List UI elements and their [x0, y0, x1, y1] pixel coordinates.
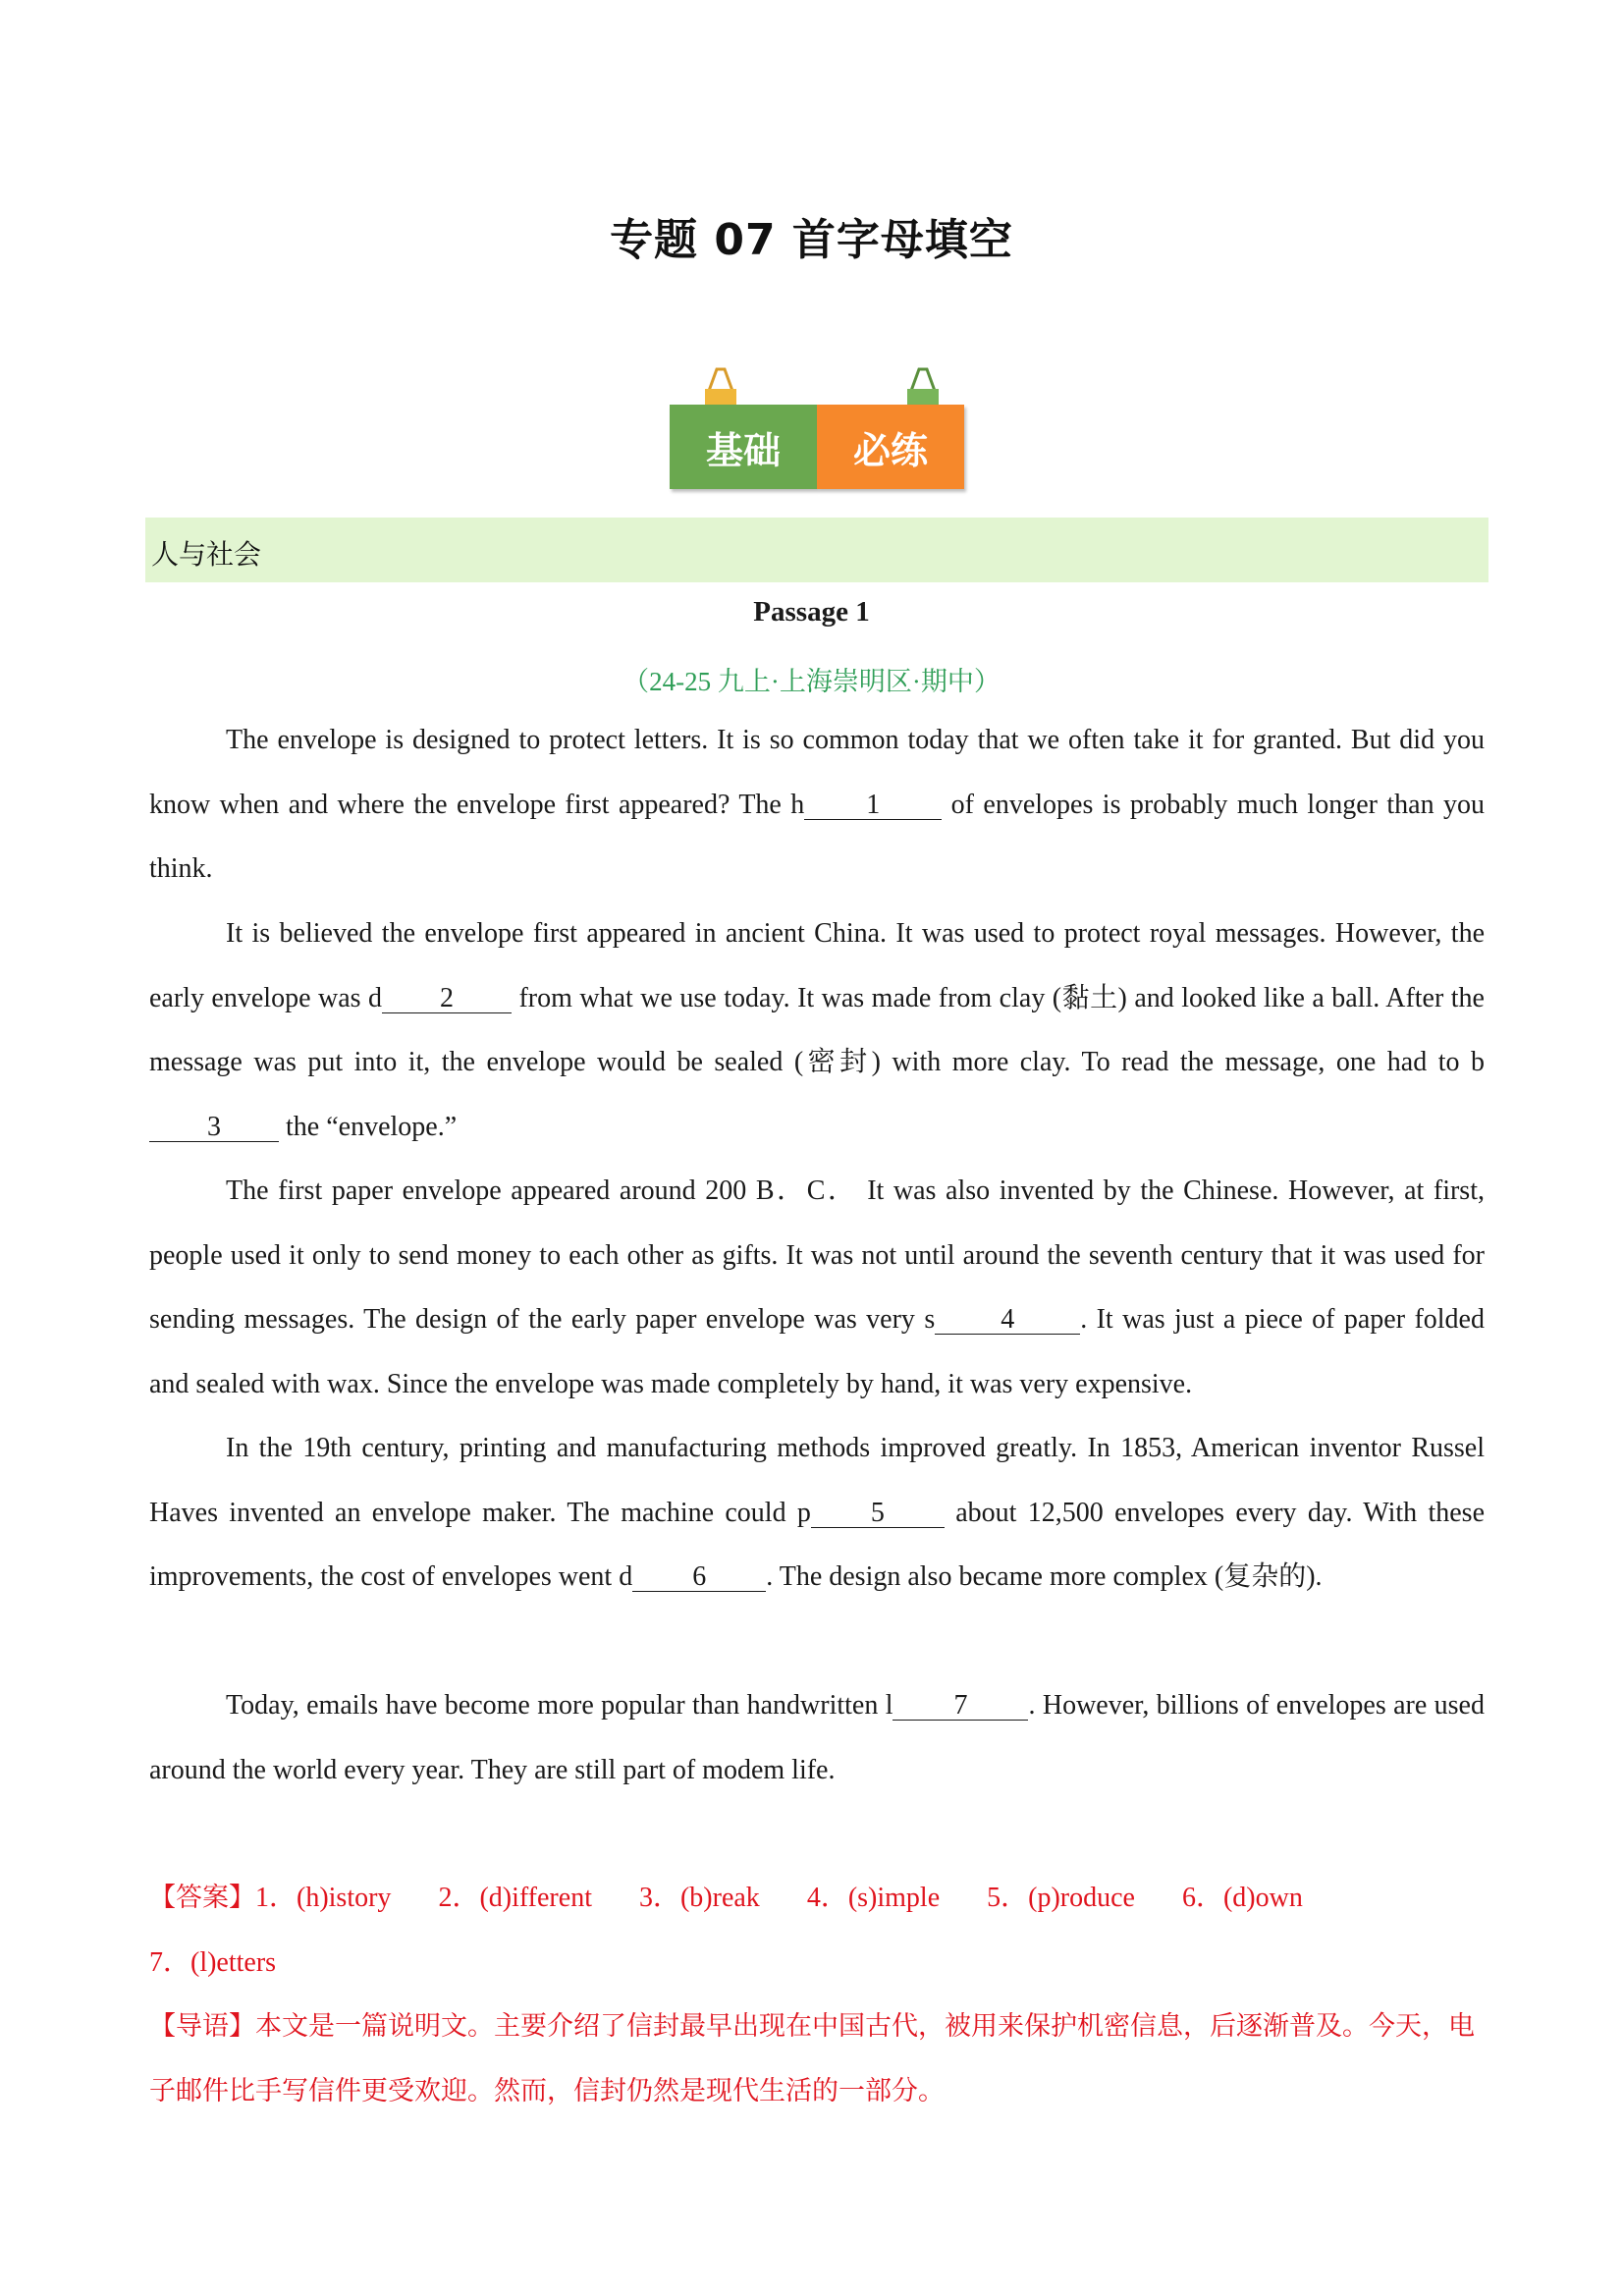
guide-label: 【导语】: [149, 2011, 255, 2042]
section-header: [145, 518, 1488, 582]
blank-1[interactable]: 1: [804, 792, 942, 820]
blank-7[interactable]: 7: [893, 1692, 1028, 1721]
section-title: 人与社会: [151, 538, 262, 571]
paragraph-5: Today, emails have become more popular than handwritten l 7 . However, billions of envelopes are used around the world every year. They are still part of modem life.: [149, 1690, 1485, 1785]
answer-item: 2．(d)ifferent: [438, 1883, 592, 1913]
passage-source: （24-25 九上·上海崇明区·期中）: [622, 667, 1001, 696]
answer-item: 7．(l)etters: [149, 1946, 277, 1978]
paragraph-3: The first paper envelope appeared around 200 B．C． It was also invented by the Chinese. However, at first, people used it only to send money to each other as gifts. It was not until around the seventh century that it was used for sending messages. The design of the early paper envelope was very s 4 . It was just a piece of paper folded and sealed with wax. Since the envelope was made completely by hand, it was very expensive.: [149, 1175, 1485, 1399]
badge-left-label: 基础: [670, 405, 817, 489]
blank-6[interactable]: 6: [632, 1563, 766, 1592]
guide-text: [149, 1995, 1494, 2123]
blank-3[interactable]: 3: [149, 1114, 279, 1142]
answer-item: 5．(p)roduce: [987, 1883, 1135, 1913]
answer-item: 1．(h)istory: [255, 1883, 392, 1913]
answer-item: 6．(d)own: [1181, 1883, 1303, 1913]
badge-right-label: 必练: [817, 405, 964, 489]
blank-2[interactable]: 2: [382, 985, 512, 1013]
guide-body: 本文是一篇说明文。主要介绍了信封最早出现在中国古代，被用来保护机密信息，后逐渐普及。今天，电子邮件比手写信件更受欢迎。然而，信封仍然是现代生活的一部分。: [149, 2011, 1475, 2106]
blank-5[interactable]: 5: [811, 1500, 945, 1528]
paragraph-2: It is believed the envelope first appeared in ancient China. It was used to protect royal messages. However, the early envelope was d 2 from what we use today. It was made from clay (黏土) and looked like a ball. After the message was put into it, the envelope would be sealed (密封) with more clay. To read the message, one had to b3 the “envelope.”: [149, 918, 1485, 1142]
passage-title: Passage 1: [753, 596, 870, 628]
paragraph-4: In the 19th century, printing and manufacturing methods improved greatly. In 1853, American inventor Russel Haves invented an envelope maker. The machine could p 5 about 12,500 envelopes every day. With these improvements, the cost of envelopes went d 6 . The design also became more complex (复杂的).: [149, 1433, 1485, 1592]
paragraph-1: The envelope is designed to protect letters. It is so common today that we often take it for granted. But did you know when and where the envelope first appeared? The h 1 of envelopes is probably much longer than you think.: [149, 725, 1485, 884]
answer-key: [149, 1866, 1504, 1995]
section-badge: [670, 365, 964, 489]
answer-item: 4．(s)imple: [806, 1883, 941, 1913]
answer-item: 3．(b)reak: [638, 1883, 760, 1913]
page-title: 专题 07 首字母填空: [610, 215, 1013, 265]
blank-4[interactable]: 4: [935, 1306, 1080, 1335]
answer-label: 【答案】: [149, 1883, 255, 1913]
